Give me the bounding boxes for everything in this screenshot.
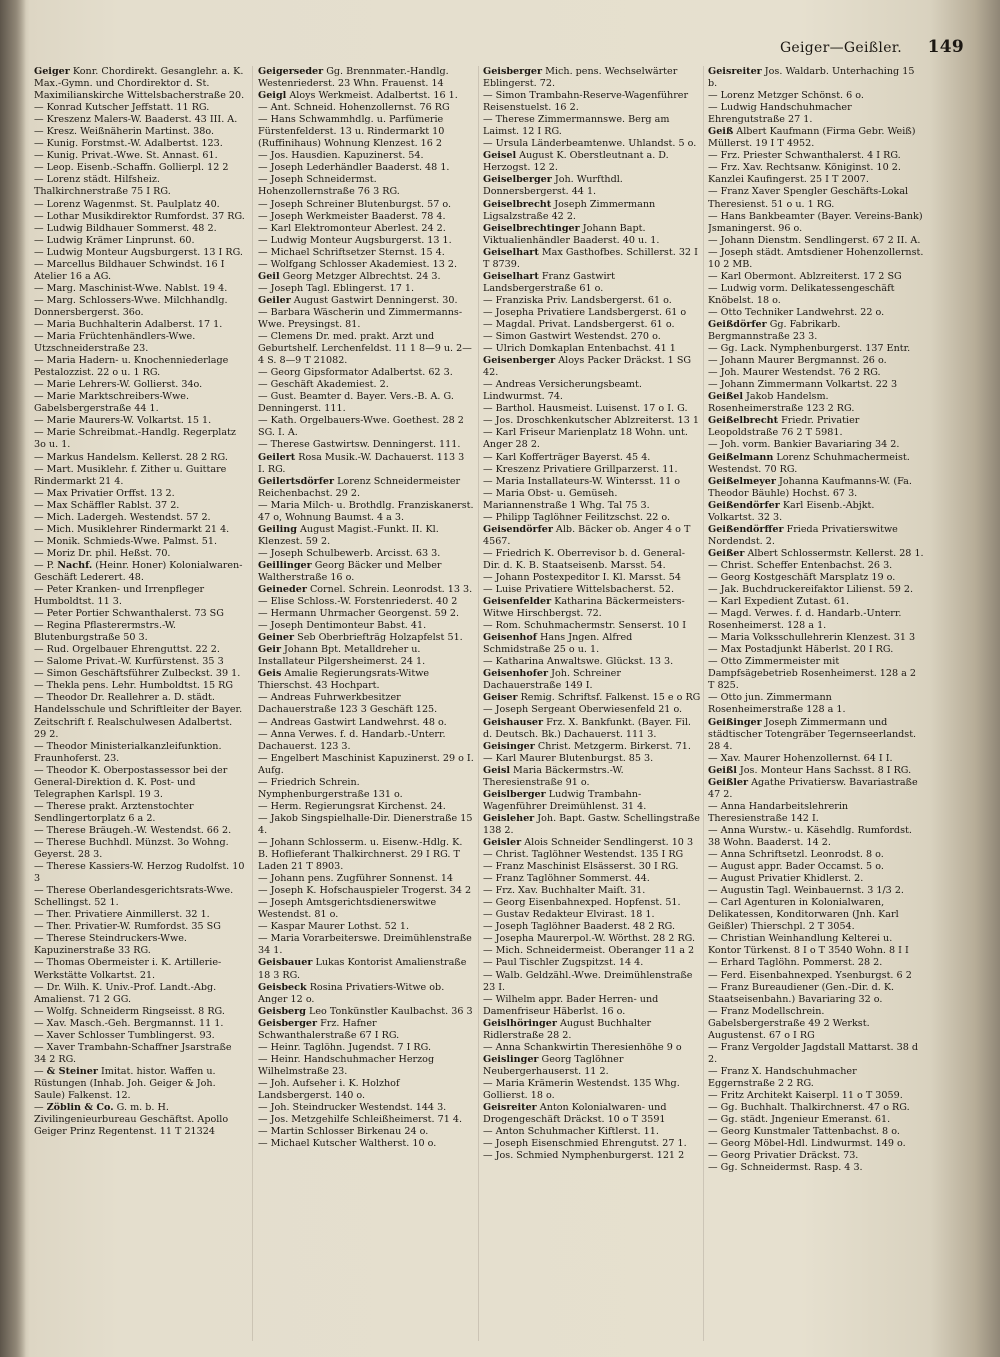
directory-entry: Geißendörfer Karl Eisenb.-Abjkt. Volkartst. 32 3.: [708, 499, 875, 523]
directory-entry: Geiselbrecht Joseph Zimmermann Ligsalzstraße 42 2.: [483, 198, 656, 222]
directory-column-1: [34, 66, 246, 1346]
directory-entry: Geilertsdörfer Lorenz Schneidermeister Reichenbachst. 29 2.: [258, 475, 461, 499]
directory-entry: — Karl Elektromonteur Aberlest. 24 2.: [258, 222, 446, 234]
directory-entry: — Peter Kranken- und Irrenpfleger Humboldtst. 11 3.: [34, 584, 205, 608]
directory-entry: — Max Schäffler Rablst. 37 2.: [34, 499, 180, 511]
directory-entry: — Marg. Schlossers-Wwe. Milchhandlg. Donnersbergerst. 36o.: [34, 294, 228, 318]
column-rule: [703, 66, 704, 1341]
directory-entry: Geilert Rosa Musik.-W. Dachauerst. 113 3 I. RG.: [258, 451, 465, 475]
directory-entry: — Wolfg. Schneiderm Ringseisst. 8 RG.: [34, 1005, 225, 1017]
directory-entry: Geiner Seb Oberbriefträg Holzapfelst 51.: [258, 632, 463, 644]
directory-entry: Geißelmann Lorenz Schuhmachermeist. Westendst. 70 RG.: [708, 451, 910, 475]
directory-entry: — Marie Lehrers-W. Gollierst. 34o.: [34, 379, 203, 391]
directory-entry: — Mich. Ladergeh. Westendst. 57 2.: [34, 511, 211, 523]
directory-entry: Geisberger Mich. pens. Wechselwärter Eblingerst. 72.: [483, 66, 678, 90]
directory-entry: — Mich. Schneidermeist. Oberanger 11 a 2: [483, 945, 695, 957]
directory-entry: — Theodor K. Oberpostassessor bei der General-Direktion d. K. Post- und Telegraphen Karlspl. 19 3.: [34, 764, 228, 800]
directory-entry: Geiselhart Max Gasthofbes. Schillerst. 32 I T 8739.: [483, 246, 698, 270]
directory-entry: — Friedrich K. Oberrevisor b. d. General-Dir. d. K. B. Staatseisenb. Marsst. 54.: [483, 547, 685, 571]
directory-entry: — Johann Schlosserm. u. Eisenw.-Hdlg. K. B. Hoflieferant Thalkirchnerst. 29 I RG. T Laden 21 T 8903.: [258, 837, 463, 873]
directory-entry: — Xav. Maurer Hohenzollernst. 64 I I.: [708, 752, 893, 764]
directory-entry: Geisenhof Hans Jngen. Alfred Schmidstraße 25 o u. 1.: [483, 632, 633, 656]
directory-entry: — Lorenz Wagenmst. St. Paulplatz 40.: [34, 198, 220, 210]
directory-entry: — Maria Volksschullehrerin Klenzest. 31 3: [708, 632, 916, 644]
directory-entry: Geis Amalie Regierungsrats-Witwe Thierschst. 43 Hochpart.: [258, 668, 430, 692]
directory-entry: — Franz Modellschrein. Gabelsbergerstraße 49 2 Werkst. Augustenst. 67 o I RG: [708, 1005, 870, 1041]
directory-entry: — Michael Schriftsetzer Sternst. 15 4.: [258, 246, 445, 258]
directory-entry: — Andreas Versicherungsbeamt. Lindwurmst. 74.: [483, 379, 642, 403]
directory-entry: — Joseph Dentimonteur Babst. 41.: [258, 620, 427, 632]
directory-entry: Geisberg Leo Tonkünstler Kaulbachst. 36 3: [258, 1005, 473, 1017]
directory-entry: — Johann pens. Zugführer Sonnenst. 14: [258, 873, 454, 885]
directory-entry: — Marie Maurers-W. Volkartst. 15 1.: [34, 415, 212, 427]
directory-entry: — Marcellus Bildhauer Schwindst. 16 I Atelier 16 a AG.: [34, 258, 225, 282]
directory-entry: — Maria Milch- u. Brothdlg. Franziskanerst. 47 o, Wohnung Baumst. 4 a 3.: [258, 499, 474, 523]
directory-entry: — Maria Obst- u. Gemüseh. Mariannenstraße 1 Whg. Tal 75 3.: [483, 487, 650, 511]
running-head: Geiger—Geißler.: [779, 40, 902, 56]
directory-entry: — Rud. Orgelbauer Ehrenguttst. 22 2.: [34, 644, 220, 656]
directory-entry: — Frz. Xav. Buchhalter Maiſt. 31.: [483, 885, 646, 897]
directory-entry: — Jakob Singspielhalle-Dir. Dienerstraße 15 4.: [258, 812, 473, 836]
directory-entry: — Luise Privatiere Wittelsbacherst. 52.: [483, 584, 675, 596]
directory-entry: — Georg Eisenbahnexped. Hopfenst. 51.: [483, 897, 681, 909]
directory-entry: — Kreszenz Privatiere Grillparzerst. 11.: [483, 463, 678, 475]
directory-entry: — Johann Dienstm. Sendlingerst. 67 2 II. A.: [708, 234, 921, 246]
directory-entry: — Anna Handarbeitslehrerin Theresienstraße 142 I.: [708, 800, 849, 824]
directory-entry: — Otto Techniker Landwehrst. 22 o.: [708, 306, 885, 318]
directory-entry: — Gust. Beamter d. Bayer. Vers.-B. A. G. Denningerst. 111.: [258, 391, 454, 415]
directory-entry: — Anna Schriftsetzl. Leonrodst. 8 o.: [708, 849, 884, 861]
directory-entry: — Dr. Wilh. K. Univ.-Prof. Landt.-Abg. Amalienst. 71 2 GG.: [34, 981, 217, 1005]
directory-entry: — Walb. Geldzähl.-Wwe. Dreimühlenstraße 23 I.: [483, 969, 693, 993]
directory-entry: Geigerseder Gg. Brennmater.-Handlg. Westenriederst. 23 Whn. Frauenst. 14: [258, 66, 449, 90]
directory-column-2: [258, 66, 474, 1346]
directory-entry: — Joseph K. Hofschauspieler Trogerst. 34 2: [258, 885, 472, 897]
directory-entry: — Ludwig vorm. Delikatessengeschäft Knöbelst. 18 o.: [708, 282, 895, 306]
directory-entry: — Lorenz Metzger Schönst. 6 o.: [708, 90, 864, 102]
directory-entry: — Joh. Steindrucker Westendst. 144 3.: [258, 1102, 447, 1114]
directory-entry: — Andreas Fuhrwerkbesitzer Dachauerstraße 123 3 Geschäft 125.: [258, 692, 438, 716]
directory-entry: — Martin Schlosser Birkenau 24 o.: [258, 1126, 429, 1138]
directory-entry: — P. Nachf. (Heinr. Honer) Kolonialwaren-Geschäft Lederert. 48.: [34, 559, 243, 583]
directory-entry: — Georg Privatier Dräckst. 73.: [708, 1150, 859, 1162]
directory-entry: Geisendörfer Alb. Bäcker ob. Anger 4 o T 4567.: [483, 523, 691, 547]
directory-entry: — Rom. Schuhmachermstr. Senserst. 10 I: [483, 620, 686, 632]
directory-entry: — Karl Kofferträger Bayerst. 45 4.: [483, 451, 651, 463]
directory-entry: — Elise Schloss.-W. Forstenriederst. 40 2: [258, 596, 458, 608]
directory-entry: — Thekla pens. Lehr. Humboldtst. 15 RG: [34, 680, 234, 692]
directory-entry: Geineder Cornel. Schrein. Leonrodst. 13 3.: [258, 584, 473, 596]
directory-entry: — Ludwig Monteur Augsburgerst. 13 I RG.: [34, 246, 243, 258]
directory-entry: — Ther. Privatiere Ainmillerst. 32 1.: [34, 909, 210, 921]
directory-entry: Geiling August Magist.-Funkt. II. Kl. Klenzest. 59 2.: [258, 523, 439, 547]
directory-entry: — Heinr. Taglöhn. Jugendst. 7 I RG.: [258, 1041, 432, 1053]
directory-entry: — Max Privatier Orffst. 13 2.: [34, 487, 175, 499]
directory-entry: Geisbeck Rosina Privatiers-Witwe ob. Anger 12 o.: [258, 981, 445, 1005]
directory-entry: — Kunig. Forstmst.-W. Adalbertst. 123.: [34, 138, 223, 150]
directory-entry: — Joseph Schneidermst. Hohenzollernstraße 76 3 RG.: [258, 174, 400, 198]
directory-entry: — Simon Geschäftsführer Zulbeckst. 39 1.: [34, 668, 241, 680]
directory-entry: Geil Georg Metzger Albrechtst. 24 3.: [258, 270, 441, 282]
directory-entry: — Carl Agenturen in Kolonialwaren, Delikatessen, Konditorwaren (Jnh. Karl Geißler) Thierschpl. 2 T 3054.: [708, 897, 899, 933]
directory-entry: Geiselhart Franz Gastwirt Landsbergerstraße 61 o.: [483, 270, 615, 294]
directory-entry: Geisenberger Aloys Packer Dräckst. 1 SG 42.: [483, 355, 692, 379]
directory-entry: — Marg. Maschinist-Wwe. Nablst. 19 4.: [34, 282, 228, 294]
directory-entry: Geißler Agathe Privatiersw. Bavariastraße 47 2.: [708, 776, 918, 800]
page-number: 149: [927, 37, 964, 57]
directory-entry: Geiger Konr. Chordirekt. Gesanglehr. a. K. Max.-Gymn. und Chordirektor d. St. Maximilianskirche Wittelsbacherstraße 20.: [34, 66, 245, 102]
book-binding-edge: [0, 0, 26, 1357]
directory-entry: — Magdal. Privat. Landsbergerst. 61 o.: [483, 318, 675, 330]
directory-entry: — Joseph Schreiner Blutenburgst. 57 o.: [258, 198, 452, 210]
directory-entry: — Xaver Trambahn-Schaffner Jsarstraße 34 2 RG.: [34, 1041, 232, 1065]
directory-entry: — Ludwig Monteur Augsburgerst. 13 1.: [258, 234, 452, 246]
directory-entry: Geir Johann Bpt. Metalldreher u. Installateur Pilgersheimerst. 24 1.: [258, 644, 426, 668]
directory-entry: — Konrad Kutscher Jeffstatt. 11 RG.: [34, 102, 210, 114]
directory-entry: — Georg Möbel-Hdl. Lindwurmst. 149 o.: [708, 1138, 906, 1150]
directory-entry: Geisberger Frz. Hafner Schwanthalerstraße 67 I RG.: [258, 1017, 400, 1041]
directory-entry: — Jos. Schmied Nymphenburgerst. 121 2: [483, 1150, 685, 1162]
column-rule: [478, 66, 479, 1341]
directory-entry: — Markus Handelsm. Kellerst. 28 2 RG.: [34, 451, 228, 463]
directory-entry: — Therese Gastwirtsw. Denningerst. 111.: [258, 439, 461, 451]
directory-entry: Geißinger Joseph Zimmermann und städtischer Totengräber Tegernseerlandst. 28 4.: [708, 716, 917, 752]
directory-entry: — Joseph Lederhändler Baaderst. 48 1.: [258, 162, 450, 174]
directory-entry: — Ursula Länderbeamtenwe. Uhlandst. 5 o.: [483, 138, 697, 150]
directory-entry: — Joseph Amtsgerichtsdienerswitwe Westendst. 81 o.: [258, 897, 437, 921]
directory-entry: Geisenfelder Katharina Bäckermeisters-Witwe Hirschbergst. 72.: [483, 596, 685, 620]
directory-entry: — Ferd. Eisenbahnexped. Ysenburgst. 6 2: [708, 969, 912, 981]
directory-entry: Geillinger Georg Bäcker und Melber Waltherstraße 16 o.: [258, 559, 442, 583]
directory-entry: — Joseph Tagl. Eblingerst. 17 1.: [258, 282, 415, 294]
directory-entry: Geiser Remig. Schriftsf. Falkenst. 15 e o RG: [483, 692, 701, 704]
directory-entry: — Thomas Obermeister i. K. Artillerie-Werkstätte Volkartst. 21.: [34, 957, 222, 981]
directory-entry: — Gg. städt. Jngenieur Emeranst. 61.: [708, 1114, 891, 1126]
directory-entry: — Simon Trambahn-Reserve-Wagenführer Reisenstuelst. 16 2.: [483, 90, 689, 114]
directory-entry: — Johann Postexpeditor I. Kl. Marsst. 54: [483, 571, 681, 583]
directory-entry: — Johann Zimmermann Volkartst. 22 3: [708, 379, 898, 391]
page-header: [0, 38, 982, 58]
directory-column-4: [708, 66, 924, 1346]
directory-entry: — Kresz. Weißnäherin Martinst. 38o.: [34, 126, 214, 138]
directory-entry: Geislhöringer August Buchhalter Ridlerstraße 28 2.: [483, 1017, 652, 1041]
directory-entry: — Hans Schwammhdlg. u. Parfümerie Fürstenfelderst. 13 u. Rindermarkt 10 (Ruffinihaus) Wohnung Klenzest. 16 2: [258, 114, 445, 150]
directory-entry: — Erhard Taglöhn. Pommerst. 28 2.: [708, 957, 883, 969]
directory-entry: — Simon Gastwirt Westendst. 270 o.: [483, 331, 661, 343]
directory-entry: — Karl Obermont. Ablzreiterst. 17 2 SG: [708, 270, 902, 282]
directory-entry: — Karl Expedient Zutast. 61.: [708, 596, 849, 608]
directory-entry: — Moriz Dr. phil. Heßst. 70.: [34, 547, 171, 559]
directory-entry: — Anna Schankwirtin Theresienhöhe 9 o: [483, 1041, 682, 1053]
directory-entry: — Therese prakt. Arztenstochter Sendlingertorplatz 6 a 2.: [34, 800, 194, 824]
directory-entry: — Clemens Dr. med. prakt. Arzt und Geburtshelf. Lerchenfeldst. 11 1 8—9 u. 2—4 S. 8—9 T 21082.: [258, 331, 472, 367]
directory-entry: — Josepha Privatiere Landsbergerst. 61 o: [483, 306, 687, 318]
directory-entry: — Ulrich Domkaplan Entenbachst. 41 1: [483, 343, 676, 355]
directory-entry: — Joseph städt. Amtsdiener Hohenzollernst. 10 2 MB.: [708, 246, 924, 270]
directory-entry: Geisinger Christ. Metzgerm. Birkerst. 71.: [483, 740, 691, 752]
directory-entry: — Franziska Priv. Landsbergerst. 61 o.: [483, 294, 672, 306]
directory-entry: — Joseph Werkmeister Baaderst. 78 4.: [258, 210, 446, 222]
directory-entry: — Magd. Verwes. f. d. Handarb.-Unterr. Rosenheimerst. 128 a 1.: [708, 608, 902, 632]
directory-entry: Geiselberger Joh. Wurfthdl. Donnersbergerst. 44 1.: [483, 174, 623, 198]
directory-entry: — Ludwig Bildhauer Sommerst. 48 2.: [34, 222, 217, 234]
directory-entry: — Heinr. Handschuhmacher Herzog Wilhelmstraße 23.: [258, 1053, 435, 1077]
directory-entry: Geisler Alois Schneider Sendlingerst. 10 3: [483, 837, 694, 848]
directory-entry: — Gg. Buchhalt. Thalkirchnerst. 47 o RG.: [708, 1102, 910, 1114]
directory-entry: Geisel August K. Oberstleutnant a. D. Herzogst. 12 2.: [483, 150, 669, 174]
directory-entry: — Jak. Buchdruckereifaktor Lilienst. 59 2.: [708, 584, 914, 596]
directory-entry: Geisreiter Jos. Waldarb. Unterhaching 15 b.: [708, 66, 915, 90]
directory-entry: Geisleher Joh. Bapt. Gastw. Schellingstraße 138 2.: [483, 812, 700, 836]
directory-entry: — Xaver Schlosser Tumblingerst. 93.: [34, 1029, 215, 1041]
directory-entry: — Christ. Taglöhner Westendst. 135 I RG: [483, 849, 684, 861]
directory-entry: — Ludwig Krämer Linprunst. 60.: [34, 234, 195, 246]
directory-entry: — Fritz Architekt Kaiserpl. 11 o T 3059.: [708, 1089, 903, 1101]
directory-entry: — Joh. Maurer Westendst. 76 2 RG.: [708, 367, 881, 379]
directory-entry: — Franz Xaver Spengler Geschäfts-Lokal Theresienst. 51 o u. 1 RG.: [708, 186, 909, 210]
directory-entry: Geißendörffer Frieda Privatierswitwe Nordendst. 2.: [708, 523, 898, 547]
directory-entry: — Christ. Scheffer Entenbachst. 26 3.: [708, 559, 893, 571]
directory-entry: — Mich. Musiklehrer Rindermarkt 21 4.: [34, 523, 230, 535]
directory-entry: — Therese Steindruckers-Wwe. Kapuzinerstraße 33 RG.: [34, 933, 187, 957]
directory-entry: — Augustin Tagl. Weinbauernst. 3 1/3 2.: [708, 885, 904, 897]
directory-entry: — Maria Vorarbeiterswe. Dreimühlenstraße 34 1.: [258, 933, 472, 957]
directory-entry: — Mart. Musiklehr. f. Zither u. Guittare Rindermarkt 21 4.: [34, 463, 227, 487]
directory-entry: Geißdörfer Gg. Fabrikarb. Bergmannstraße 23 3.: [708, 318, 841, 343]
directory-entry: Geigl Aloys Werkmeist. Adalbertst. 16 1.: [258, 90, 458, 102]
directory-entry: — Regina Pflasterermstrs.-W. Blutenburgstraße 50 3.: [34, 620, 176, 644]
directory-entry: — Joseph Taglöhner Baaderst. 48 2 RG.: [483, 921, 676, 933]
directory-entry: — Frz. Priester Schwanthalerst. 4 I RG.: [708, 150, 901, 162]
directory-entry: — Frz. Xav. Rechtsanw. Königinst. 10 2. Kanzlei Kaufingerst. 25 I T 2007.: [708, 162, 901, 186]
directory-entry: — Theodor Dr. Reallehrer a. D. städt. Handelsschule und Schriftleiter der Bayer. Zeitschrift f. Realschulwesen Adalbertst. 29 2.: [34, 692, 243, 740]
directory-entry: — Max Postadjunkt Häberlst. 20 I RG.: [708, 644, 894, 656]
directory-entry: — Xav. Masch.-Geh. Bergmannst. 11 1.: [34, 1017, 224, 1029]
directory-entry: — Franz Bureaudiener (Gen.-Dir. d. K. Staatseisenbahn.) Bavariaring 32 o.: [708, 981, 895, 1005]
directory-entry: Geisreiter Anton Kolonialwaren- und Drogengeschäft Dräckst. 10 o T 3591: [483, 1102, 667, 1126]
directory-entry: — Ant. Schneid. Hohenzollernst. 76 RG: [258, 102, 450, 114]
directory-entry: Geißelbrecht Friedr. Privatier Leopoldstraße 76 2 T 5981.: [708, 415, 860, 439]
directory-entry: — Kaspar Maurer Lothst. 52 1.: [258, 921, 410, 933]
directory-entry: — Zöblin & Co. G. m. b. H. Zivilingenieurbureau Geschäftst. Apollo Geiger Prinz Regentenst. 11 T 21324: [34, 1102, 229, 1138]
directory-entry: Geishauser Frz. X. Bankfunkt. (Bayer. Fil. d. Deutsch. Bk.) Dachauerst. 111 3.: [483, 716, 691, 740]
directory-column-3: [483, 66, 701, 1346]
directory-entry: Geislberger Ludwig Trambahn-Wagenführer Dreimühlenst. 31 4.: [483, 788, 647, 812]
directory-entry: — Kunig. Privat.-Wwe. St. Annast. 61.: [34, 150, 218, 162]
directory-entry: — Katharina Anwaltswe. Glückst. 13 3.: [483, 656, 674, 668]
directory-entry: — Maria Früchtenhändlers-Wwe. Utzschneiderstraße 23.: [34, 331, 196, 355]
directory-entry: — Kath. Orgelbauers-Wwe. Goethest. 28 2 SG. I. A.: [258, 415, 464, 439]
directory-entry: Geisl Maria Bäckermstrs.-W. Theresienstraße 91 o.: [483, 764, 624, 788]
directory-entry: — Anton Schuhmacher Kiftlerst. 11.: [483, 1126, 659, 1138]
directory-entry: — Therese Zimmermannswe. Berg am Laimst. 12 I RG.: [483, 114, 670, 138]
directory-entry: Geiselbrechtinger Johann Bapt. Viktualienhändler Baaderst. 40 u. 1.: [483, 222, 660, 246]
directory-entry: — Jos. Droschkenkutscher Ablzreiterst. 13 1: [483, 415, 700, 427]
directory-entry: — Lothar Musikdirektor Rumfordst. 37 RG.: [34, 210, 245, 222]
directory-entry: — Otto jun. Zimmermann Rosenheimerstraße 128 a 1.: [708, 692, 846, 716]
directory-entry: — Franz X. Handschuhmacher Eggernstraße 2 2 RG.: [708, 1065, 857, 1089]
directory-entry: — Gustav Redakteur Elvirast. 18 1.: [483, 909, 655, 921]
directory-entry: — Johann Maurer Bergmannst. 26 o.: [708, 355, 887, 367]
directory-entry: Geiler August Gastwirt Denningerst. 30.: [258, 294, 458, 306]
directory-entry: — Joseph Schulbewerb. Arcisst. 63 3.: [258, 547, 441, 559]
directory-entry: — Barbara Wäscherin und Zimmermanns-Wwe. Preysingst. 81.: [258, 306, 463, 330]
directory-entry: — Lorenz städt. Hilfsheiz. Thalkirchnerstraße 75 I RG.: [34, 174, 171, 198]
directory-entry: — August appr. Bader Occamst. 5 o.: [708, 861, 884, 873]
column-rule: [252, 66, 253, 1341]
directory-entry: — Georg Gipsformator Adalbertst. 62 3.: [258, 367, 453, 379]
directory-entry: — Andreas Gastwirt Landwehrst. 48 o.: [258, 716, 447, 728]
directory-entry: — Barthol. Hausmeist. Luisenst. 17 o I. G.: [483, 403, 688, 415]
directory-entry: — Franz Maschinist Elsässerst. 30 I RG.: [483, 861, 679, 873]
directory-entry: — Leop. Eisenb.-Schaffn. Gollierpl. 12 2: [34, 162, 229, 174]
directory-entry: Geißer Albert Schlossermstr. Kellerst. 28 1.: [708, 547, 924, 559]
directory-entry: — Josepha Maurerpol.-W. Wörthst. 28 2 RG.: [483, 933, 696, 945]
directory-entry: — Gg. Lack. Nymphenburgerst. 137 Entr.: [708, 343, 911, 355]
directory-entry: — Maria Installateurs-W. Wintersst. 11 o: [483, 475, 681, 487]
directory-entry: — Ludwig Handschuhmacher Ehrengutstraße 27 1.: [708, 102, 852, 126]
directory-entry: — Joseph Sergeant Oberwiesenfeld 21 o.: [483, 704, 683, 716]
directory-entry: — Hermann Uhrmacher Georgenst. 59 2.: [258, 608, 460, 620]
directory-entry: — Geschäft Akademiest. 2.: [258, 379, 389, 391]
directory-entry: — Therese Oberlandesgerichtsrats-Wwe. Schellingst. 52 1.: [34, 885, 234, 909]
directory-entry: — Philipp Taglöhner Feilitzschst. 22 o.: [483, 511, 671, 523]
directory-entry: — Marie Schreibmat.-Handlg. Regerplatz 3o u. 1.: [34, 427, 236, 451]
directory-entry: — Karl Friseur Marienplatz 18 Wohn. unt. Anger 28 2.: [483, 427, 688, 451]
directory-entry: — Anna Verwes. f. d. Handarb.-Unterr. Dachauerst. 123 3.: [258, 728, 446, 752]
directory-entry: — Franz Vergolder Jagdstall Mattarst. 38 d 2.: [708, 1041, 919, 1065]
directory-entry: — Therese Buchhdl. Münzst. 3o Wohng. Geyerst. 28 3.: [34, 837, 229, 861]
directory-entry: — Joh. Aufseher i. K. Holzhof Landsbergerst. 140 o.: [258, 1077, 400, 1101]
directory-entry: — Otto Zimmermeister mit Dampfsägebetrieb Rosenheimerst. 128 a 2 T 825.: [708, 656, 917, 692]
directory-entry: Geislinger Georg Taglöhner Neubergerhauserst. 11 2.: [483, 1053, 624, 1077]
directory-entry: — Hans Bankbeamter (Bayer. Vereins-Bank) Jsmaningerst. 96 o.: [708, 210, 923, 234]
directory-entry: Geiß Albert Kaufmann (Firma Gebr. Weiß) Müllerst. 19 I T 4952.: [708, 126, 916, 150]
directory-entry: — Salome Privat.-W. Kurfürstenst. 35 3: [34, 656, 224, 668]
directory-entry: — Anna Wurstw.- u. Käsehdlg. Rumfordst. 38 Wohn. Baaderst. 14 2.: [708, 824, 912, 848]
directory-entry: — Therese Bräugeh.-W. Westendst. 66 2.: [34, 824, 232, 836]
directory-entry: — Friedrich Schrein. Nymphenburgerstraße 131 o.: [258, 776, 403, 800]
directory-entry: — Paul Tischler Zugspitzst. 14 4.: [483, 957, 644, 969]
directory-entry: — Maria Buchhalterin Adalberst. 17 1.: [34, 318, 223, 330]
directory-entry: — Maria Krämerin Westendst. 135 Whg. Gollierst. 18 o.: [483, 1077, 680, 1101]
directory-entry: — Engelbert Maschinist Kapuzinerst. 29 o I. Aufg.: [258, 752, 474, 776]
directory-entry: — Theodor Ministerialkanzleifunktion. Fraunhoferst. 23.: [34, 740, 222, 764]
directory-entry: Geisenhofer Joh. Schreiner Dachauerstraße 149 I.: [483, 668, 621, 692]
directory-entry: — Monik. Schmieds-Wwe. Palmst. 51.: [34, 535, 218, 547]
directory-entry: — Georg Kunstmaler Tattenbachst. 8 o.: [708, 1126, 900, 1138]
directory-entry: — Joseph Eisenschmied Ehrengutst. 27 1.: [483, 1138, 687, 1150]
directory-entry: — August Privatier Khidlerst. 2.: [708, 873, 864, 885]
directory-entry: — Christian Weinhandlung Kelterei u. Kontor Türkenst. 8 I o T 3540 Wohn. 8 I I: [708, 933, 909, 957]
directory-entry: — Peter Portier Schwanthalerst. 73 SG: [34, 608, 224, 620]
directory-entry: — Gg. Schneidermst. Rasp. 4 3.: [708, 1162, 863, 1174]
directory-entry: — Herm. Regierungsrat Kirchenst. 24.: [258, 800, 446, 812]
directory-entry: — Kreszenz Malers-W. Baaderst. 43 III. A.: [34, 114, 238, 126]
directory-entry: — Ther. Privatier-W. Rumfordst. 35 SG: [34, 921, 221, 933]
directory-entry: — Karl Maurer Blutenburgst. 85 3.: [483, 752, 654, 764]
directory-entry: — Michael Kutscher Waltherst. 10 o.: [258, 1138, 437, 1150]
directory-entry: — Jos. Hausdien. Kapuzinerst. 54.: [258, 150, 424, 162]
directory-entry: — Wilhelm appr. Bader Herren- und Damenfriseur Häberlst. 16 o.: [483, 993, 659, 1017]
directory-entry: Geißl Jos. Monteur Hans Sachsst. 8 I RG.: [708, 764, 912, 776]
directory-entry: Geißelmeyer Johanna Kaufmanns-W. (Fa. Theodor Bäuhle) Hochst. 67 3.: [708, 475, 912, 499]
directory-entry: — & Steiner Imitat. histor. Waffen u. Rüstungen (Inhab. Joh. Geiger & Joh. Saule) Falkenst. 12.: [34, 1065, 216, 1101]
directory-entry: — Marie Marktschreibers-Wwe. Gabelsbergerstraße 44 1.: [34, 391, 190, 415]
directory-entry: — Wolfgang Schlosser Akademiest. 13 2.: [258, 258, 458, 270]
directory-entry: — Joh. vorm. Bankier Bavariaring 34 2.: [708, 439, 900, 451]
directory-entry: — Franz Taglöhner Sommerst. 44.: [483, 873, 650, 885]
directory-entry: — Maria Hadern- u. Knochenniederlage Pestalozzist. 22 o u. 1 RG.: [34, 355, 229, 379]
directory-entry: Geisbauer Lukas Kontorist Amalienstraße 18 3 RG.: [258, 957, 467, 981]
directory-entry: — Jos. Metzgehilfe Schleißheimerst. 71 4.: [258, 1114, 463, 1126]
directory-entry: — Georg Kostgeschäft Marsplatz 19 o.: [708, 571, 896, 583]
directory-entry: Geißel Jakob Handelsm. Rosenheimerstraße 123 2 RG.: [708, 391, 855, 415]
directory-entry: — Therese Kassiers-W. Herzog Rudolfst. 10 3: [34, 861, 245, 885]
